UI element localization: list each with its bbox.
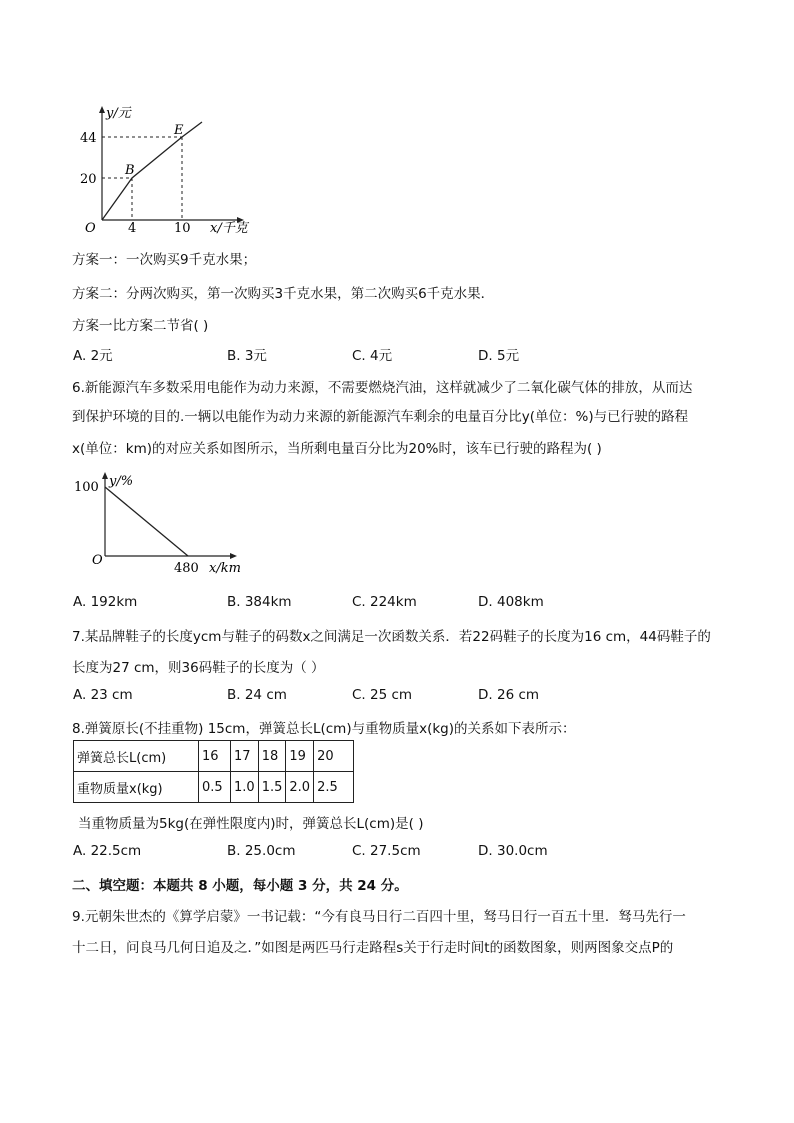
- q5-plan1: 方案一：一次购买9千克水果；: [72, 252, 257, 268]
- y-tick-100: 100: [74, 480, 99, 495]
- q8-option-a: A. 22.5cm: [73, 843, 142, 859]
- table-row: [74, 741, 354, 772]
- q7-option-d: D. 26 cm: [478, 687, 540, 703]
- q8-line1: 8.弹簧原长(不挂重物) 15cm，弹簧总长L(cm)与重物质量x(kg)的关系如下表所示：: [72, 721, 576, 737]
- battery-line: [105, 487, 188, 556]
- x-axis-arrow: [230, 553, 237, 559]
- q5-plan2: 方案二：分两次购买，第一次购买3千克水果，第二次购买6千克水果．: [72, 286, 495, 302]
- y-tick-44: 44: [80, 131, 97, 146]
- table-cell: 2.5: [314, 772, 354, 803]
- q8-option-b: B. 25.0cm: [227, 843, 296, 859]
- q7-option-c: C. 25 cm: [352, 687, 413, 703]
- chart-battery-distance: [72, 470, 262, 580]
- q8-option-d: D. 30.0cm: [478, 843, 548, 859]
- table-cell: 16: [199, 741, 231, 772]
- q6-line1: 6.新能源汽车多数采用电能作为动力来源，不需要燃烧汽油，这样就减少了二氧化碳气体的排放，从而达: [72, 380, 693, 396]
- chart-price-weight: [70, 98, 260, 238]
- spring-table: [73, 740, 354, 803]
- q5-question: 方案一比方案二节省( ): [72, 318, 209, 334]
- table-cell: 19: [286, 741, 314, 772]
- q6-option-a: A. 192km: [73, 594, 138, 610]
- y-axis-arrow: [99, 106, 105, 113]
- q8-line2: 当重物质量为5kg(在弹性限度内)时，弹簧总长L(cm)是( ): [78, 816, 424, 832]
- y-axis-arrow: [102, 472, 108, 479]
- table-cell: 1.0: [231, 772, 259, 803]
- table-row: [74, 772, 354, 803]
- table-header-length: 弹簧总长L(cm): [74, 741, 199, 772]
- q7-option-b: B. 24 cm: [227, 687, 287, 703]
- q6-option-c: C. 224km: [352, 594, 417, 610]
- y-axis-label: y/%: [109, 474, 134, 489]
- origin-label: O: [85, 221, 96, 236]
- y-axis-label: y/元: [106, 106, 131, 121]
- point-b-label: B: [125, 163, 135, 178]
- x-tick-4: 4: [128, 221, 137, 236]
- q5-option-a: A. 2元: [73, 348, 113, 364]
- origin-label: O: [92, 553, 103, 568]
- section-title: 二、填空题：本题共 8 小题，每小题 3 分，共 24 分。: [72, 878, 408, 894]
- q6-line3: x(单位：km)的对应关系如图所示，当所剩电量百分比为20%时，该车已行驶的路程为( ): [72, 441, 602, 457]
- q8-option-c: C. 27.5cm: [352, 843, 421, 859]
- point-e-label: E: [174, 123, 184, 138]
- q5-option-b: B. 3元: [227, 348, 267, 364]
- q9-line1: 9.元朝朱世杰的《算学启蒙》一书记载：“今有良马日行二百四十里，驽马日行一百五十里．驽马先行一: [72, 909, 686, 925]
- table-cell: 17: [231, 741, 259, 772]
- q6-line2: 到保护环境的目的.一辆以电能作为动力来源的新能源汽车剩余的电量百分比y(单位：%)与已行驶的路程: [72, 409, 689, 425]
- q7-line2: 长度为27 cm，则36码鞋子的长度为（ ）: [72, 660, 325, 676]
- q6-option-b: B. 384km: [227, 594, 292, 610]
- table-header-mass: 重物质量x(kg): [74, 772, 199, 803]
- q5-option-c: C. 4元: [352, 348, 393, 364]
- table-cell: 0.5: [199, 772, 231, 803]
- x-axis-label: x/千克: [210, 221, 248, 236]
- x-tick-480: 480: [174, 561, 199, 576]
- table-cell: 18: [258, 741, 286, 772]
- q9-line2: 十二日，问良马几何日追及之．”如图是两匹马行走路程s关于行走时间t的函数图象，则两图象交点P的: [72, 940, 674, 956]
- q7-line1: 7.某品牌鞋子的长度ycm与鞋子的码数x之间满足一次函数关系．若22码鞋子的长度为16 cm，44码鞋子的: [72, 629, 711, 645]
- q6-option-d: D. 408km: [478, 594, 544, 610]
- table-cell: 20: [314, 741, 354, 772]
- q7-option-a: A. 23 cm: [73, 687, 133, 703]
- table-cell: 2.0: [286, 772, 314, 803]
- x-axis-label: x/km: [209, 561, 241, 576]
- table-cell: 1.5: [258, 772, 286, 803]
- q5-option-d: D. 5元: [478, 348, 520, 364]
- y-tick-20: 20: [80, 172, 97, 187]
- x-tick-10: 10: [174, 221, 191, 236]
